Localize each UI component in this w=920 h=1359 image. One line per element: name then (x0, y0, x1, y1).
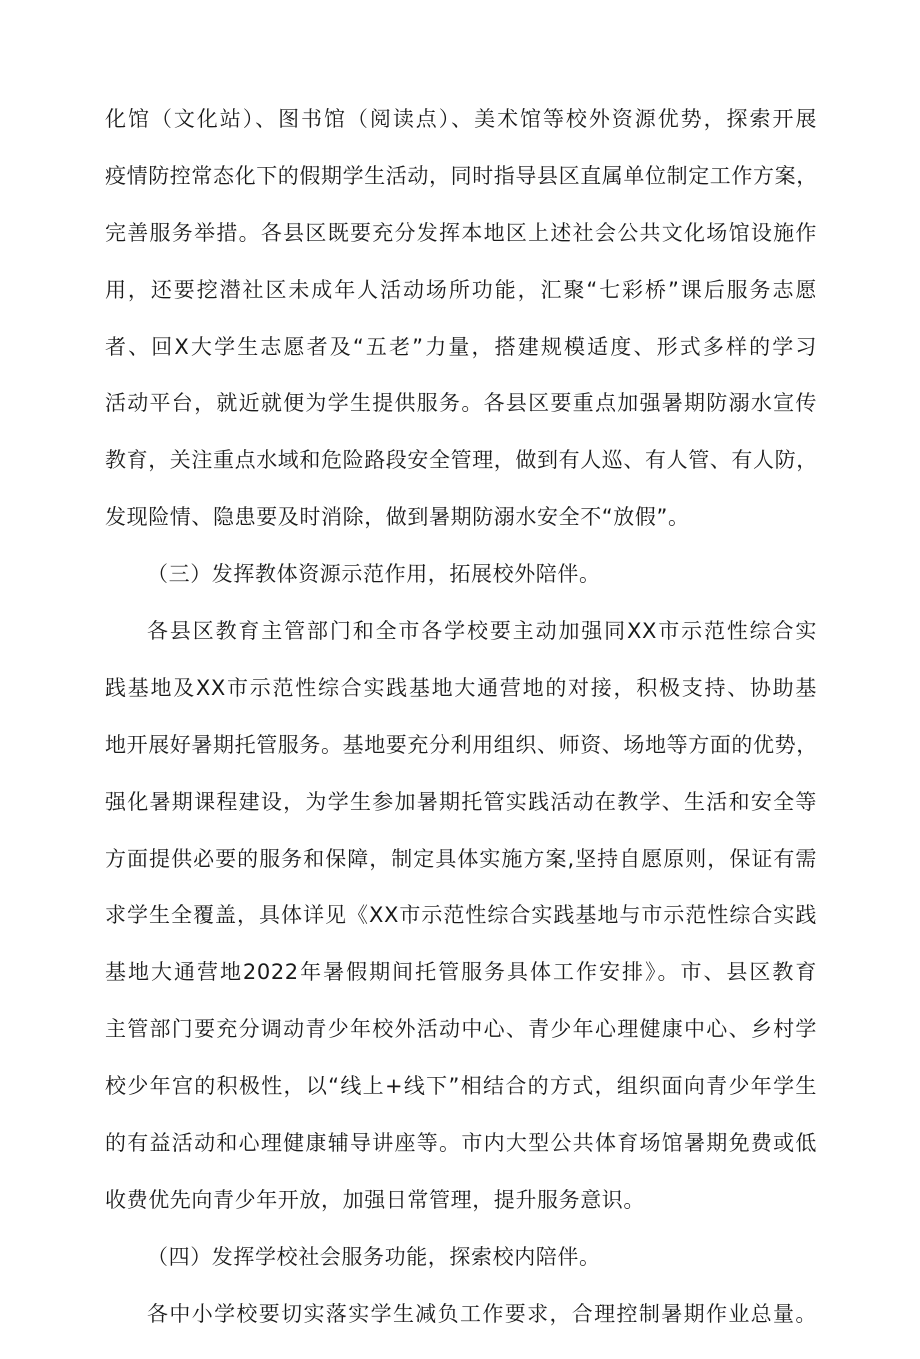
paragraph-line: 各中小学校要切实落实学生减负工作要求，合理控制暑期作业总量。 (147, 1301, 817, 1326)
paragraph-line: 地开展好暑期托管服务。基地要充分利用组织、师资、场地等方面的优势， (105, 732, 818, 757)
paragraph-line: 活动平台，就近就便为学生提供服务。各县区要重点加强暑期防溺水宣传 (105, 391, 817, 416)
paragraph-line: 发现险情、隐患要及时消除，做到暑期防溺水安全不“放假”。 (105, 505, 690, 530)
paragraph-line: 教育，关注重点水域和危险路段安全管理，做到有人巡、有人管、有人防， (105, 448, 818, 473)
document-body (105, 97, 817, 1349)
paragraph-line: 化馆（文化站）、图书馆（阅读点）、美术馆等校外资源优势，探索开展 (105, 107, 817, 131)
paragraph-line: 基地大通营地2022年暑假期间托管服务具体工作安排》。市、县区教育 (105, 960, 817, 985)
paragraph-line: 求学生全覆盖，具体详见《XX市示范性综合实践基地与市示范性综合实践 (105, 903, 817, 928)
paragraph-line: 践基地及XX市示范性综合实践基地大通营地的对接，积极支持、协助基 (105, 675, 817, 700)
paragraph-line: 收费优先向青少年开放，加强日常管理，提升服务意识。 (105, 1187, 645, 1212)
paragraph-line: 者、回X大学生志愿者及“五老”力量，搭建规模适度、形式多样的学习 (105, 334, 817, 359)
paragraph-line: 用，还要挖潜社区未成年人活动场所功能，汇聚“七彩桥”课后服务志愿 (105, 277, 817, 302)
paragraph-line: 各县区教育主管部门和全市各学校要主动加强同XX市示范性综合实 (147, 619, 817, 644)
section-heading: （四）发挥学校社会服务功能，探索校内陪伴。 (147, 1244, 601, 1269)
paragraph-line: 疫情防控常态化下的假期学生活动，同时指导县区直属单位制定工作方案， (105, 163, 818, 188)
section-heading: （三）发挥教体资源示范作用，拓展校外陪伴。 (147, 562, 601, 587)
paragraph-line: 主管部门要充分调动青少年校外活动中心、青少年心理健康中心、乡村学 (105, 1017, 817, 1042)
paragraph-line: 校少年宫的积极性，以“线上+线下”相结合的方式，组织面向青少年学生 (105, 1074, 817, 1099)
paragraph-line: 强化暑期课程建设，为学生参加暑期托管实践活动在教学、生活和安全等 (105, 789, 817, 814)
paragraph-line: 的有益活动和心理健康辅导讲座等。市内大型公共体育场馆暑期免费或低 (105, 1131, 817, 1156)
paragraph-line: 方面提供必要的服务和保障，制定具体实施方案,坚持自愿原则，保证有需 (105, 846, 817, 871)
paragraph-line: 完善服务举措。各县区既要充分发挥本地区上述社会公共文化场馆设施作 (105, 220, 817, 245)
